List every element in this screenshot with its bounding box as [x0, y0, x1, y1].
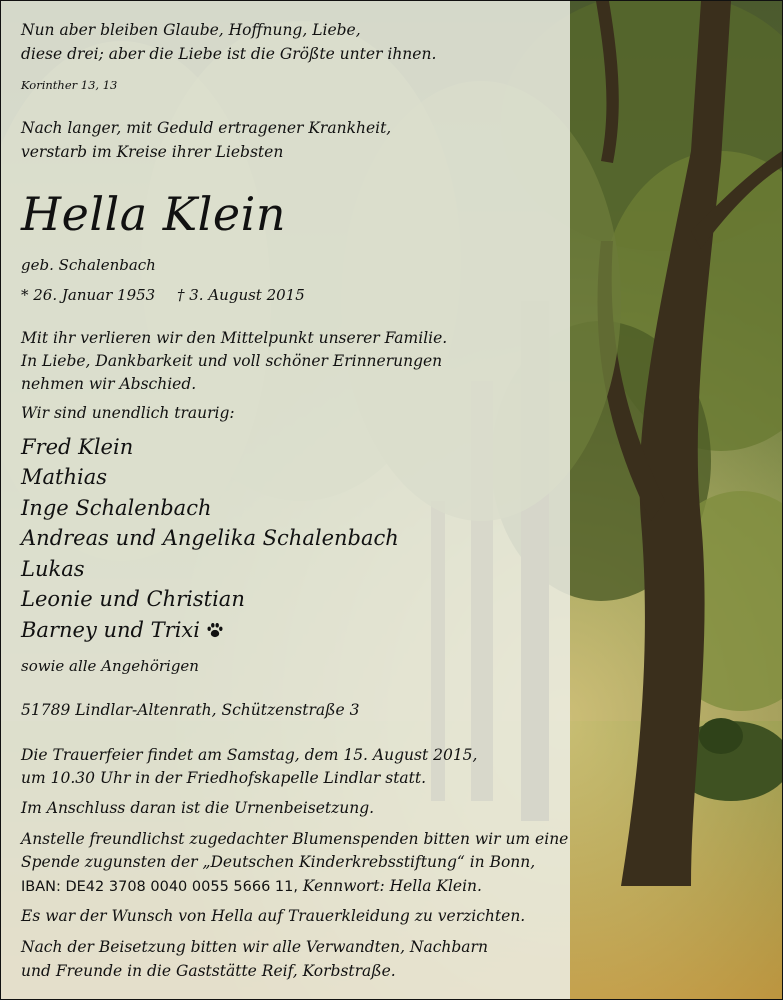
donation-line-1: Anstelle freundlichst zugedachter Blumenspenden bitten wir um eine — [21, 830, 569, 848]
donation-iban: IBAN: DE42 3708 0040 0055 5666 11, — [21, 879, 298, 895]
after-line-2: und Freunde in die Gaststätte Reif, Korbstraße. — [21, 962, 396, 980]
paw-icon — [206, 620, 224, 644]
quote-line-2: diese drei; aber die Liebe ist die Größte unter ihnen. — [21, 45, 437, 63]
family-member: Lukas — [21, 557, 85, 581]
quote-line-1: Nun aber bleiben Glaube, Hoffnung, Liebe, — [21, 21, 361, 39]
funeral-line-2: um 10.30 Uhr in der Friedhofskapelle Lindlar statt. — [21, 769, 427, 787]
message-line-1: Mit ihr verlieren wir den Mittelpunkt unserer Familie. — [21, 329, 448, 347]
family-member: Leonie und Christian — [21, 587, 245, 611]
maiden-name: geb. Schalenbach — [21, 256, 156, 274]
funeral-line-1: Die Trauerfeier findet am Samstag, dem 15. August 2015, — [21, 746, 478, 764]
message-line-2: In Liebe, Dankbarkeit und voll schöner Erinnerungen — [21, 352, 443, 370]
message-line-4: Wir sind unendlich traurig: — [21, 404, 235, 422]
family-member: Barney und Trixi — [21, 618, 200, 642]
family-member: Fred Klein — [21, 435, 134, 459]
family-member: Andreas und Angelika Schalenbach — [21, 526, 399, 550]
deceased-name: Hella Klein — [21, 187, 286, 241]
after-line-1: Nach der Beisetzung bitten wir alle Verwandten, Nachbarn — [21, 938, 488, 956]
family-member: Mathias — [21, 465, 107, 489]
donation-keyword: Kennwort: Hella Klein. — [297, 877, 482, 895]
relatives: sowie alle Angehörigen — [21, 657, 199, 675]
birth-date: * 26. Januar 1953 — [21, 286, 156, 304]
quote-reference: Korinther 13, 13 — [21, 78, 118, 92]
family-member-pets — [21, 618, 224, 644]
death-date: † 3. August 2015 — [177, 286, 305, 304]
intro-line-1: Nach langer, mit Geduld ertragener Krankheit, — [21, 119, 392, 137]
wish: Es war der Wunsch von Hella auf Trauerkleidung zu verzichten. — [21, 907, 526, 925]
intro-line-2: verstarb im Kreise ihrer Liebsten — [21, 143, 284, 161]
family-member: Inge Schalenbach — [21, 496, 212, 520]
message-line-3: nehmen wir Abschied. — [21, 375, 197, 393]
funeral-line-3: Im Anschluss daran ist die Urnenbeisetzung. — [21, 799, 375, 817]
donation-line-2: Spende zugunsten der „Deutschen Kinderkrebsstiftung“ in Bonn, — [21, 853, 536, 871]
address: 51789 Lindlar-Altenrath, Schützenstraße 3 — [21, 701, 360, 719]
donation-line-3 — [21, 876, 482, 895]
